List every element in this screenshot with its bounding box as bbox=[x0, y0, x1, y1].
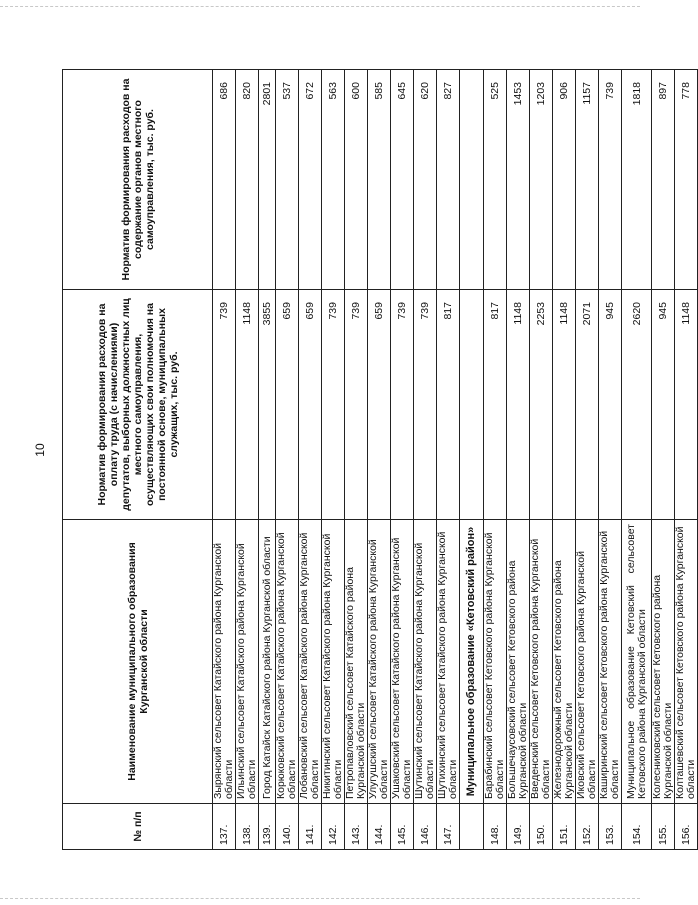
labor-norm-value: 817 bbox=[437, 290, 460, 520]
labor-norm-value bbox=[460, 290, 484, 520]
labor-norm-value: 2620 bbox=[622, 290, 652, 520]
municipality-name: Большечаусовский сельсовет Кетовского района Курганской области bbox=[507, 520, 530, 804]
labor-norm-value: 945 bbox=[652, 290, 675, 520]
row-number: 147. bbox=[437, 804, 460, 850]
municipality-name: Колташевский сельсовет Кетовского района Курганской области bbox=[675, 520, 698, 804]
municipality-name: Колесниковский сельсовет Кетовского района Курганской области bbox=[652, 520, 675, 804]
row-number: 153. bbox=[599, 804, 622, 850]
table-row bbox=[507, 70, 530, 850]
rotated-table-wrapper bbox=[62, 70, 697, 850]
row-number: 156. bbox=[675, 804, 698, 850]
maintenance-norm-value: 600 bbox=[345, 70, 368, 290]
municipality-name: Ильинский сельсовет Катайского района Курганской области bbox=[236, 520, 259, 804]
row-number: 144. bbox=[368, 804, 391, 850]
municipality-name: Железнодорожный сельсовет Кетовского района Курганской области bbox=[553, 520, 576, 804]
labor-norm-value: 945 bbox=[599, 290, 622, 520]
table-row bbox=[484, 70, 507, 850]
header-maintenance-norm: Норматив формирования расходов на содержание органов местного самоуправления, тыс. руб. bbox=[63, 70, 213, 290]
row-number: 148. bbox=[484, 804, 507, 850]
municipality-name: Никитинский сельсовет Катайского района Курганской области bbox=[322, 520, 345, 804]
labor-norm-value: 739 bbox=[322, 290, 345, 520]
labor-norm-value: 1148 bbox=[553, 290, 576, 520]
table-row bbox=[675, 70, 698, 850]
maintenance-norm-value: 585 bbox=[368, 70, 391, 290]
municipality-name: Улугушский сельсовет Катайского района Курганской области bbox=[368, 520, 391, 804]
row-number: 150. bbox=[530, 804, 553, 850]
maintenance-norm-value: 563 bbox=[322, 70, 345, 290]
maintenance-norm-value: 537 bbox=[276, 70, 299, 290]
maintenance-norm-value: 778 bbox=[675, 70, 698, 290]
norms-table bbox=[62, 69, 698, 850]
maintenance-norm-value: 1157 bbox=[576, 70, 599, 290]
table-row bbox=[259, 70, 276, 850]
table-row bbox=[414, 70, 437, 850]
row-number bbox=[460, 804, 484, 850]
row-number: 154. bbox=[622, 804, 652, 850]
scan-top-edge bbox=[0, 6, 640, 7]
section-header-row bbox=[460, 70, 484, 850]
maintenance-norm-value: 525 bbox=[484, 70, 507, 290]
header-labor-norm: Норматив формирования расходов на оплату труда (с начислениями) депутатов, выборных должностных лиц местного самоуправления, осуществляющих свои полномочия на постоянной основе, муниципальных служащих, тыс. руб. bbox=[63, 290, 213, 520]
table-row bbox=[236, 70, 259, 850]
maintenance-norm-value: 645 bbox=[391, 70, 414, 290]
header-num: № п/п bbox=[63, 804, 213, 850]
labor-norm-value: 1148 bbox=[675, 290, 698, 520]
table-row bbox=[391, 70, 414, 850]
municipality-name: Иковский сельсовет Кетовского района Курганской области bbox=[576, 520, 599, 804]
maintenance-norm-value: 827 bbox=[437, 70, 460, 290]
row-number: 152. bbox=[576, 804, 599, 850]
municipality-name: Ушаковский сельсовет Катайского района Курганской области bbox=[391, 520, 414, 804]
labor-norm-value: 739 bbox=[345, 290, 368, 520]
row-number: 155. bbox=[652, 804, 675, 850]
municipality-name: Барабинский сельсовет Кетовского района Курганской области bbox=[484, 520, 507, 804]
maintenance-norm-value: 2801 bbox=[259, 70, 276, 290]
row-number: 146. bbox=[414, 804, 437, 850]
row-number: 145. bbox=[391, 804, 414, 850]
row-number: 138. bbox=[236, 804, 259, 850]
maintenance-norm-value: 672 bbox=[299, 70, 322, 290]
municipality-name: Шутихинский сельсовет Катайского района Курганской области bbox=[437, 520, 460, 804]
table-row bbox=[622, 70, 652, 850]
labor-norm-value: 1148 bbox=[507, 290, 530, 520]
maintenance-norm-value: 620 bbox=[414, 70, 437, 290]
table-row bbox=[553, 70, 576, 850]
labor-norm-value: 739 bbox=[391, 290, 414, 520]
table-row bbox=[368, 70, 391, 850]
table-row bbox=[576, 70, 599, 850]
maintenance-norm-value: 897 bbox=[652, 70, 675, 290]
table-row bbox=[276, 70, 299, 850]
labor-norm-value: 659 bbox=[276, 290, 299, 520]
maintenance-norm-value: 1203 bbox=[530, 70, 553, 290]
table-row bbox=[530, 70, 553, 850]
table-row bbox=[652, 70, 675, 850]
labor-norm-value: 2071 bbox=[576, 290, 599, 520]
table-row bbox=[213, 70, 236, 850]
municipality-name: Каширинский сельсовет Кетовского района Курганской области bbox=[599, 520, 622, 804]
municipality-name: Муниципальное образование «Кетовский район» bbox=[460, 520, 484, 804]
labor-norm-value: 1148 bbox=[236, 290, 259, 520]
scan-bottom-edge bbox=[0, 898, 640, 899]
municipality-name: Корюковский сельсовет Катайского района Курганской области bbox=[276, 520, 299, 804]
municipality-name: Лобановский сельсовет Катайского района Курганской области bbox=[299, 520, 322, 804]
table-row bbox=[322, 70, 345, 850]
page-number: 10 bbox=[33, 443, 47, 457]
table-row bbox=[345, 70, 368, 850]
municipality-name: Зырянский сельсовет Катайского района Курганской области bbox=[213, 520, 236, 804]
labor-norm-value: 2253 bbox=[530, 290, 553, 520]
labor-norm-value: 739 bbox=[414, 290, 437, 520]
maintenance-norm-value: 739 bbox=[599, 70, 622, 290]
municipality-name: Муниципальное образование Кетовский сельсовет Кетовского района Курганской области bbox=[622, 520, 652, 804]
municipality-name: Шутинский сельсовет Катайского района Курганской области bbox=[414, 520, 437, 804]
row-number: 139. bbox=[259, 804, 276, 850]
maintenance-norm-value: 686 bbox=[213, 70, 236, 290]
row-number: 149. bbox=[507, 804, 530, 850]
row-number: 151. bbox=[553, 804, 576, 850]
municipality-name: Петропавловский сельсовет Катайского района Курганской области bbox=[345, 520, 368, 804]
row-number: 137. bbox=[213, 804, 236, 850]
document-sheet bbox=[62, 70, 697, 850]
municipality-name: Введенский сельсовет Кетовского района Курганской области bbox=[530, 520, 553, 804]
labor-norm-value: 817 bbox=[484, 290, 507, 520]
labor-norm-value: 659 bbox=[299, 290, 322, 520]
municipality-name: Город Катайск Катайского района Курганской области bbox=[259, 520, 276, 804]
maintenance-norm-value: 1453 bbox=[507, 70, 530, 290]
row-number: 140. bbox=[276, 804, 299, 850]
row-number: 141. bbox=[299, 804, 322, 850]
header-row bbox=[63, 70, 213, 850]
table-body bbox=[213, 70, 698, 850]
header-name: Наименование муниципального образования Курганской области bbox=[63, 520, 213, 804]
table-row bbox=[299, 70, 322, 850]
labor-norm-value: 3855 bbox=[259, 290, 276, 520]
maintenance-norm-value: 820 bbox=[236, 70, 259, 290]
maintenance-norm-value: 906 bbox=[553, 70, 576, 290]
maintenance-norm-value: 1818 bbox=[622, 70, 652, 290]
labor-norm-value: 739 bbox=[213, 290, 236, 520]
row-number: 143. bbox=[345, 804, 368, 850]
row-number: 142. bbox=[322, 804, 345, 850]
labor-norm-value: 659 bbox=[368, 290, 391, 520]
maintenance-norm-value bbox=[460, 70, 484, 290]
table-row bbox=[437, 70, 460, 850]
table-row bbox=[599, 70, 622, 850]
